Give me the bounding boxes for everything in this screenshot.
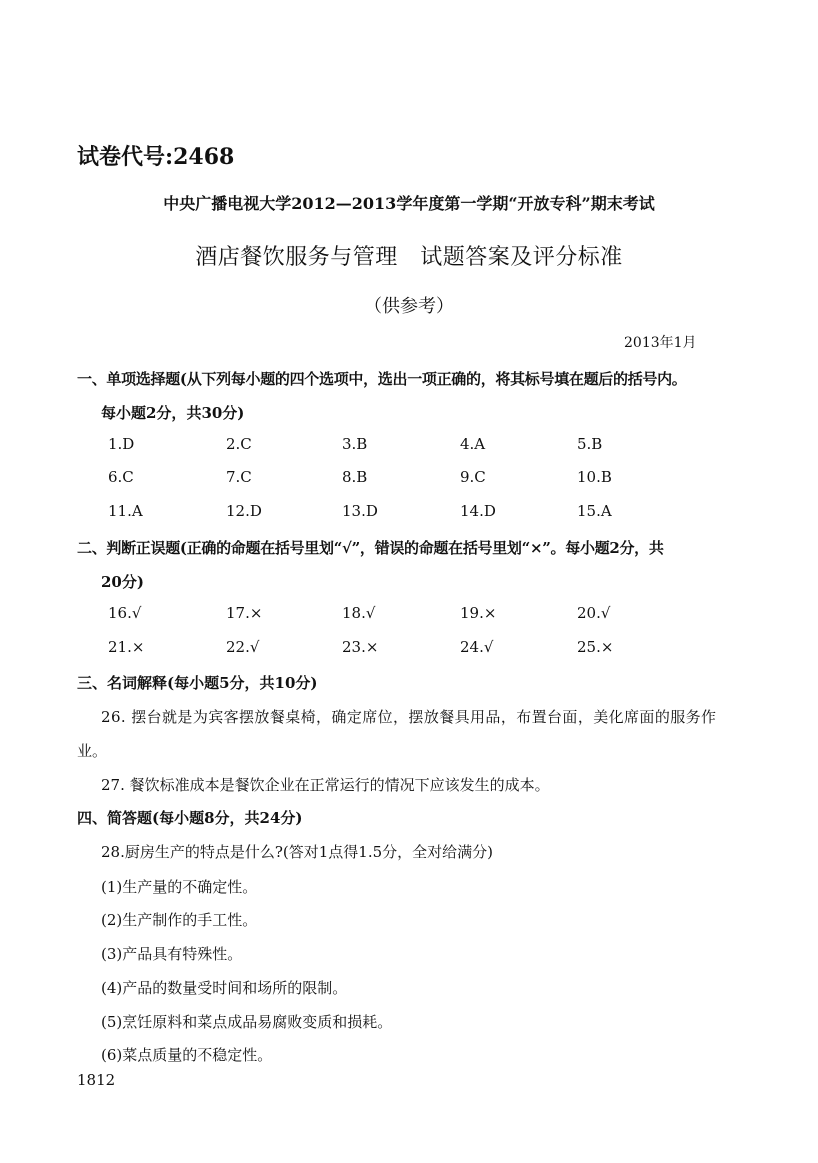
exam-date: 2013年1月 — [624, 335, 697, 351]
answer-item: 12.D — [226, 502, 262, 520]
answer-item: 5.B — [577, 435, 603, 453]
section3-heading: 三、名词解释(每小题5分，共10分) — [77, 674, 318, 692]
q26-answer-line2: 业。 — [77, 742, 108, 760]
answer-item: 17.× — [226, 604, 263, 622]
paper-code: 试卷代号:2468 — [77, 144, 235, 170]
page-subtitle: （供参考） — [364, 296, 454, 317]
answer-item: 18.√ — [342, 604, 376, 622]
answer-item: 10.B — [577, 468, 612, 486]
answer-item: 25.× — [577, 638, 614, 656]
answer-item: 15.A — [577, 502, 612, 520]
answer-item: 11.A — [108, 502, 143, 520]
q28-point: (1)生产量的不确定性。 — [101, 878, 258, 896]
q28-point: (4)产品的数量受时间和场所的限制。 — [101, 979, 348, 997]
q27-answer: 27. 餐饮标准成本是餐饮企业在正常运行的情况下应该发生的成本。 — [101, 776, 550, 794]
answer-item: 13.D — [342, 502, 378, 520]
q28-point: (5)烹饪原料和菜点成品易腐败变质和损耗。 — [101, 1013, 393, 1031]
q28-question: 28.厨房生产的特点是什么?(答对1点得1.5分，全对给满分) — [101, 843, 494, 861]
answer-item: 19.× — [460, 604, 497, 622]
q28-point: (6)菜点质量的不稳定性。 — [101, 1046, 273, 1064]
q26-answer-line1: 26. 摆台就是为宾客摆放餐桌椅，确定席位，摆放餐具用品，布置台面，美化席面的服务作 — [101, 708, 717, 726]
answer-item: 20.√ — [577, 604, 611, 622]
answer-item: 1.D — [108, 435, 135, 453]
section1-heading-cont: 每小题2分，共30分) — [101, 404, 245, 422]
answer-item: 3.B — [342, 435, 368, 453]
answer-item: 9.C — [460, 468, 486, 486]
section1-heading: 一、单项选择题(从下列每小题的四个选项中，选出一项正确的，将其标号填在题后的括号内。 — [77, 370, 687, 388]
section2-heading-cont: 20分) — [101, 573, 144, 591]
answer-item: 16.√ — [108, 604, 142, 622]
answer-item: 6.C — [108, 468, 134, 486]
q28-point: (2)生产制作的手工性。 — [101, 911, 258, 929]
section2-heading: 二、判断正误题(正确的命题在括号里划“√”，错误的命题在括号里划“×”。每小题2分，共 — [77, 539, 664, 557]
answer-item: 21.× — [108, 638, 145, 656]
answer-item: 7.C — [226, 468, 252, 486]
answer-item: 23.× — [342, 638, 379, 656]
answer-item: 14.D — [460, 502, 496, 520]
answer-item: 4.A — [460, 435, 486, 453]
answer-item: 24.√ — [460, 638, 494, 656]
page-title: 酒店餐饮服务与管理 试题答案及评分标准 — [195, 245, 623, 270]
answer-item: 22.√ — [226, 638, 260, 656]
q28-point: (3)产品具有特殊性。 — [101, 945, 243, 963]
exam-header: 中央广播电视大学2012—2013学年度第一学期“开放专科”期末考试 — [163, 194, 655, 213]
page-number: 1812 — [77, 1071, 116, 1089]
section4-heading: 四、简答题(每小题8分，共24分) — [77, 809, 303, 827]
answer-item: 8.B — [342, 468, 368, 486]
answer-item: 2.C — [226, 435, 252, 453]
